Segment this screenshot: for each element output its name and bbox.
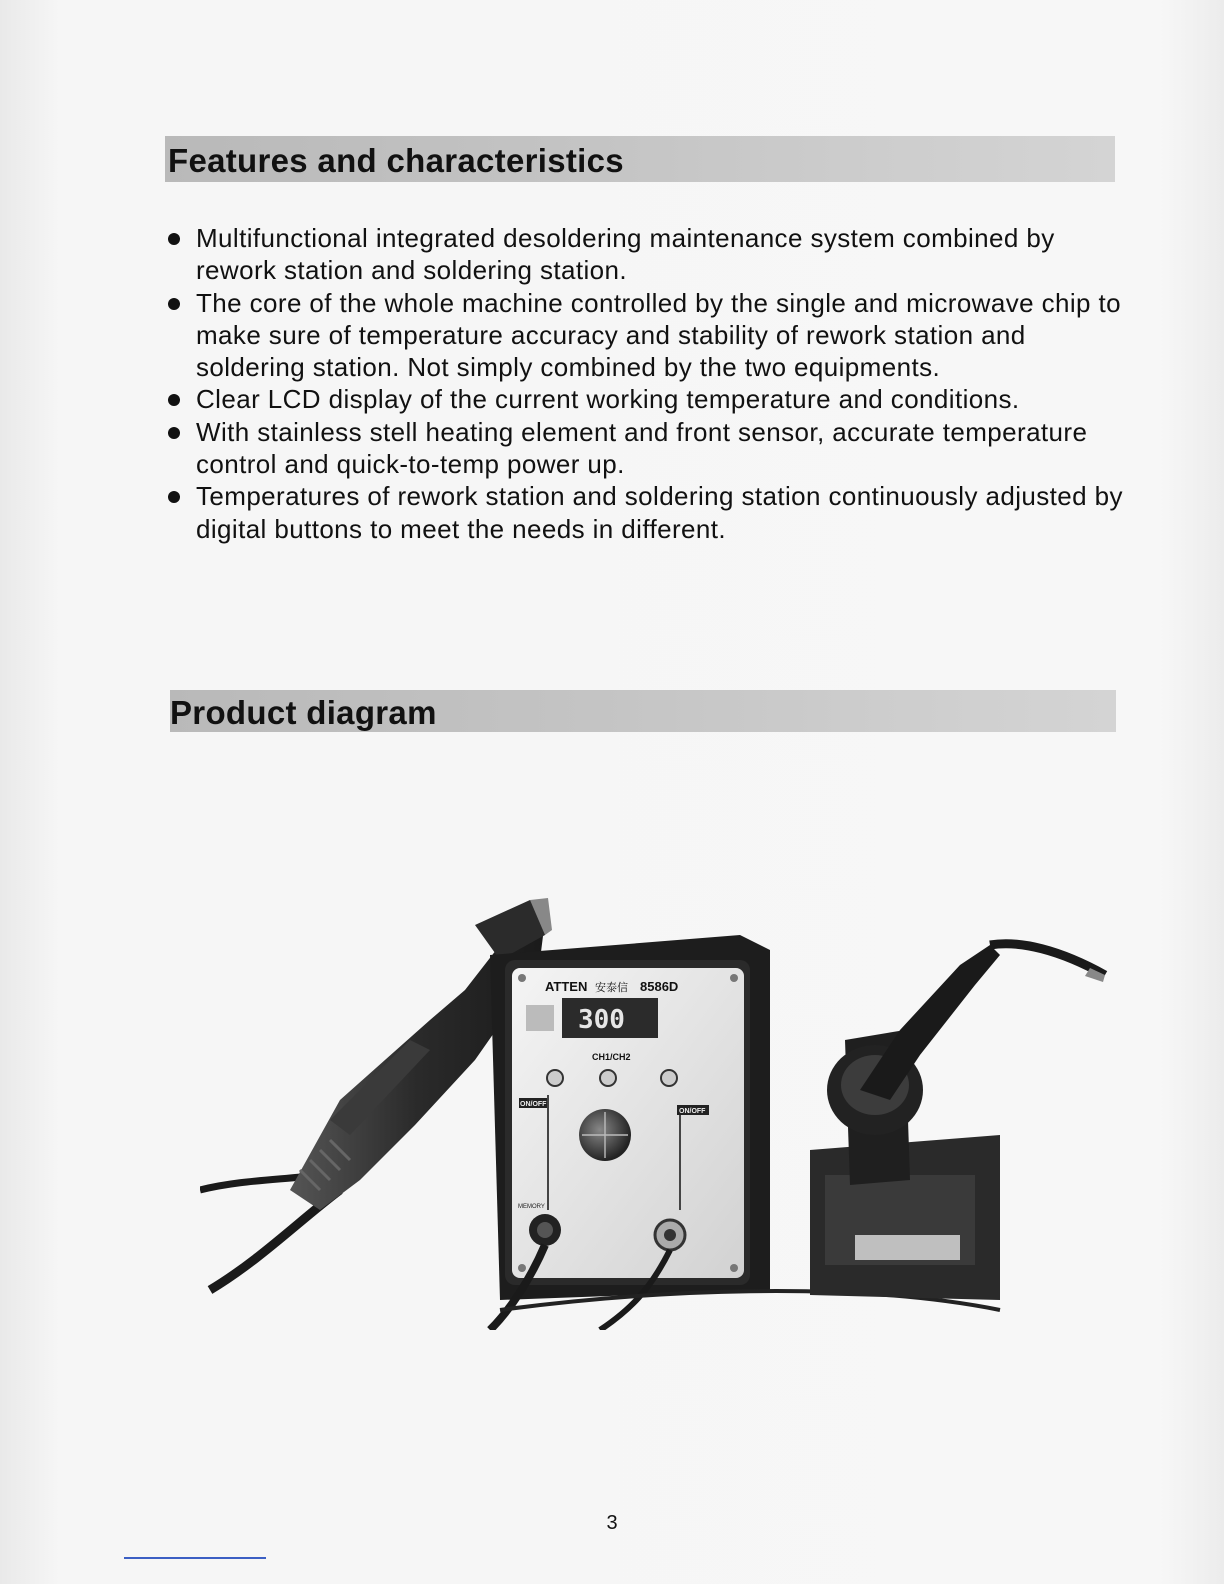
rework-station <box>490 935 770 1300</box>
down-button <box>547 1070 563 1086</box>
switch-left-label: ON/OFF <box>520 1101 547 1108</box>
model-label: 8586D <box>640 979 679 994</box>
feature-item <box>168 383 1128 415</box>
feature-text: With stainless stell heating element and front sensor, accurate temperature control and quick-to-temp power up. <box>196 416 1088 480</box>
feature-item <box>168 416 1128 481</box>
features-list <box>168 222 1128 545</box>
features-section-title: Features and characteristics <box>168 142 624 179</box>
brand-label: ATTEN <box>545 979 588 994</box>
up-button <box>661 1070 677 1086</box>
link-underline <box>124 1557 266 1559</box>
select-button <box>600 1070 616 1086</box>
page-number: 3 <box>606 1512 618 1534</box>
memory-label: MEMORY <box>518 1204 545 1210</box>
switch-right-label: ON/OFF <box>679 1108 706 1115</box>
bullet-icon <box>168 427 180 439</box>
feature-item <box>168 287 1128 384</box>
lcd-value: 300 <box>578 1005 625 1035</box>
brand-cn-label: 安泰信 <box>595 981 628 994</box>
feature-item <box>168 480 1128 545</box>
bullet-icon <box>168 394 180 406</box>
channel-label: CH1/CH2 <box>592 1052 631 1062</box>
diagram-section-title: Product diagram <box>170 694 437 731</box>
product-photo <box>200 890 1110 1330</box>
feature-item <box>168 222 1128 287</box>
bullet-icon <box>168 298 180 310</box>
feature-text: The core of the whole machine controlled by the single and microwave chip to make sure of temperature accuracy and stability of rework station and soldering station. Not simply combined by the two equipments. <box>196 287 1122 383</box>
soldering-iron <box>860 944 1105 1100</box>
feature-text: Temperatures of rework station and soldering station continuously adjusted by digital buttons to meet the needs in different. <box>196 481 1123 544</box>
feature-text: Clear LCD display of the current working temperature and conditions. <box>196 384 1020 415</box>
bullet-icon <box>168 491 180 503</box>
bullet-icon <box>168 233 180 245</box>
feature-text: Multifunctional integrated desoldering maintenance system combined by rework station and soldering station. <box>196 223 1055 286</box>
